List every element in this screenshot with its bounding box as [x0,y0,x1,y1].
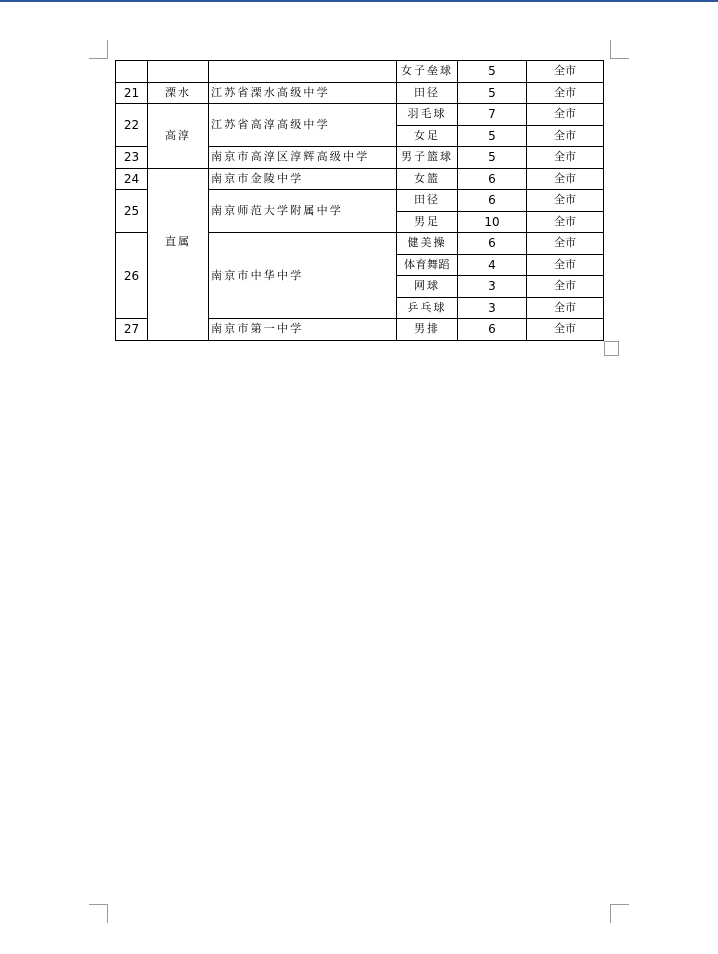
margin-corner-mark [89,904,108,923]
count-cell: 5 [458,125,527,147]
sport-cell: 网球 [397,276,458,298]
scope-cell: 全市 [527,254,604,276]
district-cell: 溧水 [148,82,209,104]
table-row [116,61,604,83]
school-cell: 南京市中华中学 [209,233,397,319]
count-cell: 3 [458,297,527,319]
school-cell [209,61,397,83]
count-cell: 6 [458,190,527,212]
count-cell: 5 [458,147,527,169]
count-cell: 5 [458,82,527,104]
count-cell: 4 [458,254,527,276]
sport-cell: 乒乓球 [397,297,458,319]
scope-cell: 全市 [527,319,604,341]
school-cell: 南京市金陵中学 [209,168,397,190]
window-top-border [0,0,718,2]
school-sports-table [115,60,604,341]
table-row [116,104,604,126]
margin-corner-mark [610,904,629,923]
scope-cell: 全市 [527,190,604,212]
sport-cell: 女子垒球 [397,61,458,83]
sport-cell: 羽毛球 [397,104,458,126]
no-cell: 21 [116,82,148,104]
scope-cell: 全市 [527,147,604,169]
sport-cell: 女篮 [397,168,458,190]
school-cell: 南京师范大学附属中学 [209,190,397,233]
margin-corner-mark [610,40,629,59]
sport-cell: 男足 [397,211,458,233]
count-cell: 6 [458,233,527,255]
count-cell: 6 [458,168,527,190]
school-cell: 南京市高淳区淳辉高级中学 [209,147,397,169]
sport-cell: 健美操 [397,233,458,255]
sport-cell: 体育舞蹈 [397,254,458,276]
district-cell [148,61,209,83]
scope-cell: 全市 [527,297,604,319]
count-cell: 7 [458,104,527,126]
table-row [116,82,604,104]
table-row [116,168,604,190]
no-cell [116,61,148,83]
count-cell: 3 [458,276,527,298]
margin-corner-mark [89,40,108,59]
no-cell: 23 [116,147,148,169]
sport-cell: 男排 [397,319,458,341]
school-cell: 南京市第一中学 [209,319,397,341]
sport-cell: 女足 [397,125,458,147]
no-cell: 26 [116,233,148,319]
count-cell: 10 [458,211,527,233]
sport-cell: 田径 [397,82,458,104]
scope-cell: 全市 [527,104,604,126]
scope-cell: 全市 [527,125,604,147]
table-end-handle[interactable] [604,341,619,356]
school-cell: 江苏省溧水高级中学 [209,82,397,104]
count-cell: 6 [458,319,527,341]
scope-cell: 全市 [527,168,604,190]
scope-cell: 全市 [527,82,604,104]
scope-cell: 全市 [527,233,604,255]
scope-cell: 全市 [527,61,604,83]
no-cell: 22 [116,104,148,147]
no-cell: 27 [116,319,148,341]
count-cell: 5 [458,61,527,83]
no-cell: 24 [116,168,148,190]
no-cell: 25 [116,190,148,233]
scope-cell: 全市 [527,276,604,298]
district-cell: 高淳 [148,104,209,169]
district-cell: 直属 [148,168,209,340]
school-cell: 江苏省高淳高级中学 [209,104,397,147]
sport-cell: 田径 [397,190,458,212]
scope-cell: 全市 [527,211,604,233]
sport-cell: 男子篮球 [397,147,458,169]
